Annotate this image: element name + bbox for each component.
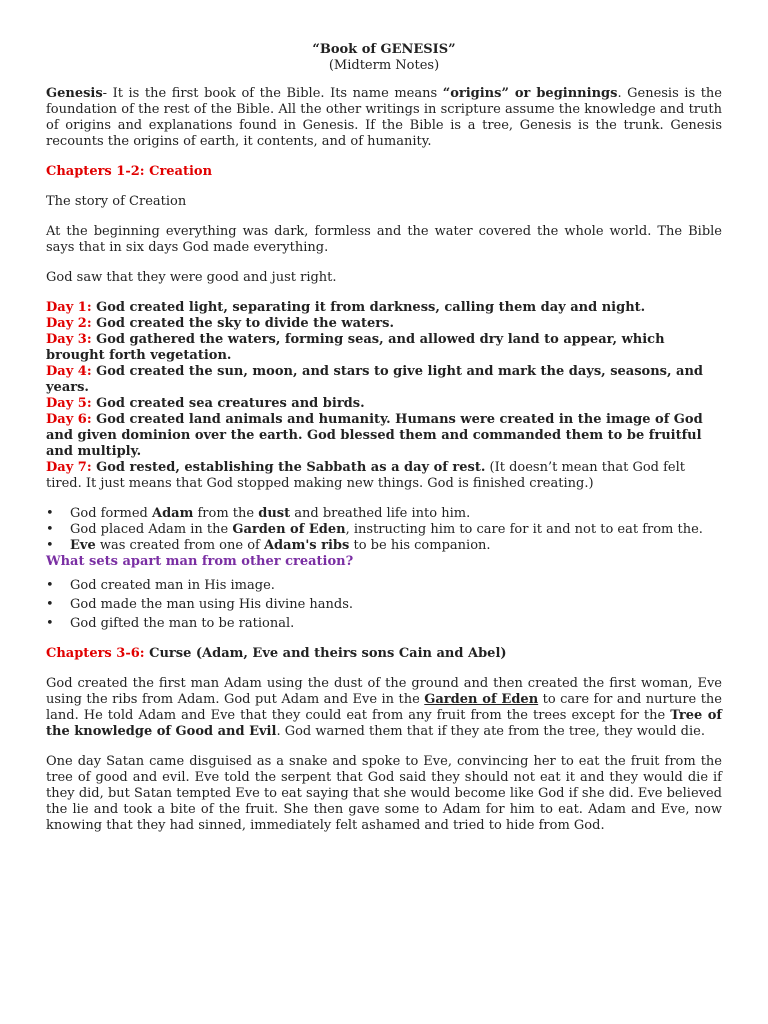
bullet-bold: Eve [70,538,96,553]
curse-paragraph-2: One day Satan came disguised as a snake and spoke to Eve, convincing her to eat the fruit from the tree of good and evil. Eve told the serpent that God said they should not eat it and they would die if they did, but Satan tempted Eve to eat saying that she would become like God if she did. Eve believed the lie and took a bite of the fruit. She then gave some to Adam for him to eat. Adam and Eve, now knowing that they had sinned, immediately felt ashamed and tried to hide from God. [46,754,722,833]
tree-of-knowledge-bold: Tree of the knowledge of Good and Evil [46,708,722,739]
day-item [46,332,722,364]
day-text: God created the sun, moon, and stars to give light and mark the days, seasons, and years. [46,364,704,395]
list-item [70,506,722,522]
day-label: Day 6: [46,412,92,427]
question-heading: What sets apart man from other creation? [46,554,354,569]
day-7-note: (It doesn’t mean that God felt tired. It just means that God stopped making new things. God is finished creating.) [46,460,685,491]
intro-bold-origins: “origins” or beginnings [442,86,618,101]
bullet-bold: dust [258,506,291,521]
day-item [46,316,722,332]
intro-paragraph [46,86,722,150]
intro-text-2: . Genesis is the foundation of the rest of the Bible. All the other writings in scripture assume the knowledge and truth of origins and explanations found in Genesis. If the Bible is a tree, Genesis is the trunk. Genesis recounts the origins of earth, it contents, and of humanity. [46,86,722,149]
day-text: God rested, establishing the Sabbath as a day of rest. [91,460,486,475]
day-label: Day 2: [46,316,92,331]
list-item [70,522,722,538]
day-item [46,300,722,316]
page-subtitle: (Midterm Notes) [328,58,440,73]
title-block [46,42,722,74]
creation-paragraph-1: At the beginning everything was dark, formless and the water covered the whole world. The Bible says that in six days God made everything. [46,224,722,255]
intro-term: Genesis [46,86,103,101]
garden-of-eden-underlined: Garden of Eden [424,692,539,707]
paragraph-text: to care for and nurture the land. He told Adam and Eve that they could eat from any fruit from the trees except for the [46,692,722,723]
day-text: God created light, separating it from darkness, calling them day and night. [91,300,646,315]
bullet-text: God placed Adam in the [70,522,233,537]
list-item: • God gifted the man to be rational. [70,616,722,632]
day-label: Day 1: [46,300,92,315]
creation-bullet-list [46,506,722,554]
bullet-bold: Adam's ribs [263,538,350,553]
day-label: Day 5: [46,396,92,411]
day-item [46,396,722,412]
bullet-text: and breathed life into him. [290,506,471,521]
bullet-bold: Adam [152,506,194,521]
day-item [46,412,722,460]
section-heading-curse [46,646,722,662]
day-text: God created land animals and humanity. Humans were created in the image of God and given dominion over the earth. God blessed them and commanded them to be fruitful and multiply. [46,412,703,459]
day-item [46,364,722,396]
curse-heading-text: Curse (Adam, Eve and theirs sons Cain and Abel) [144,646,507,661]
paragraph-text: God created the first man Adam using the dust of the ground and then created the first woman, Eve using the ribs from Adam. God put Adam and Eve in the [46,676,722,707]
day-item-7 [46,460,722,492]
bullet-text: from the [193,506,259,521]
story-of-creation: The story of Creation [46,194,187,209]
day-label: Day 7: [46,460,92,475]
section-heading-creation: Chapters 1-2: Creation [46,164,213,179]
bullet-text: , instructing him to care for it and not to eat from the. [345,522,703,537]
day-text: God created the sky to divide the waters. [91,316,394,331]
day-label: Day 4: [46,364,92,379]
list-item [70,538,722,554]
bullet-text: to be his companion. [349,538,491,553]
bullet-bold: Garden of Eden [232,522,346,537]
list-item: • God created man in His image. [70,578,722,594]
answers-bullet-list [46,578,722,632]
day-label: Day 3: [46,332,92,347]
creation-days [46,300,722,492]
bullet-text: was created from one of [95,538,264,553]
day-text: God gathered the waters, forming seas, and allowed dry land to appear, which brought forth vegetation. [46,332,665,363]
paragraph-text: . God warned them that if they ate from the tree, they would die. [276,724,705,739]
bullet-text: God formed [70,506,152,521]
day-text: God created sea creatures and birds. [91,396,365,411]
creation-paragraph-2: God saw that they were good and just right. [46,270,337,285]
intro-text-1: - It is the first book of the Bible. Its name means [102,86,443,101]
page-title: “Book of GENESIS” [312,42,456,57]
list-item: • God made the man using His divine hands. [70,597,722,613]
curse-heading-red: Chapters 3-6: [46,646,145,661]
curse-paragraph-1 [46,676,722,740]
